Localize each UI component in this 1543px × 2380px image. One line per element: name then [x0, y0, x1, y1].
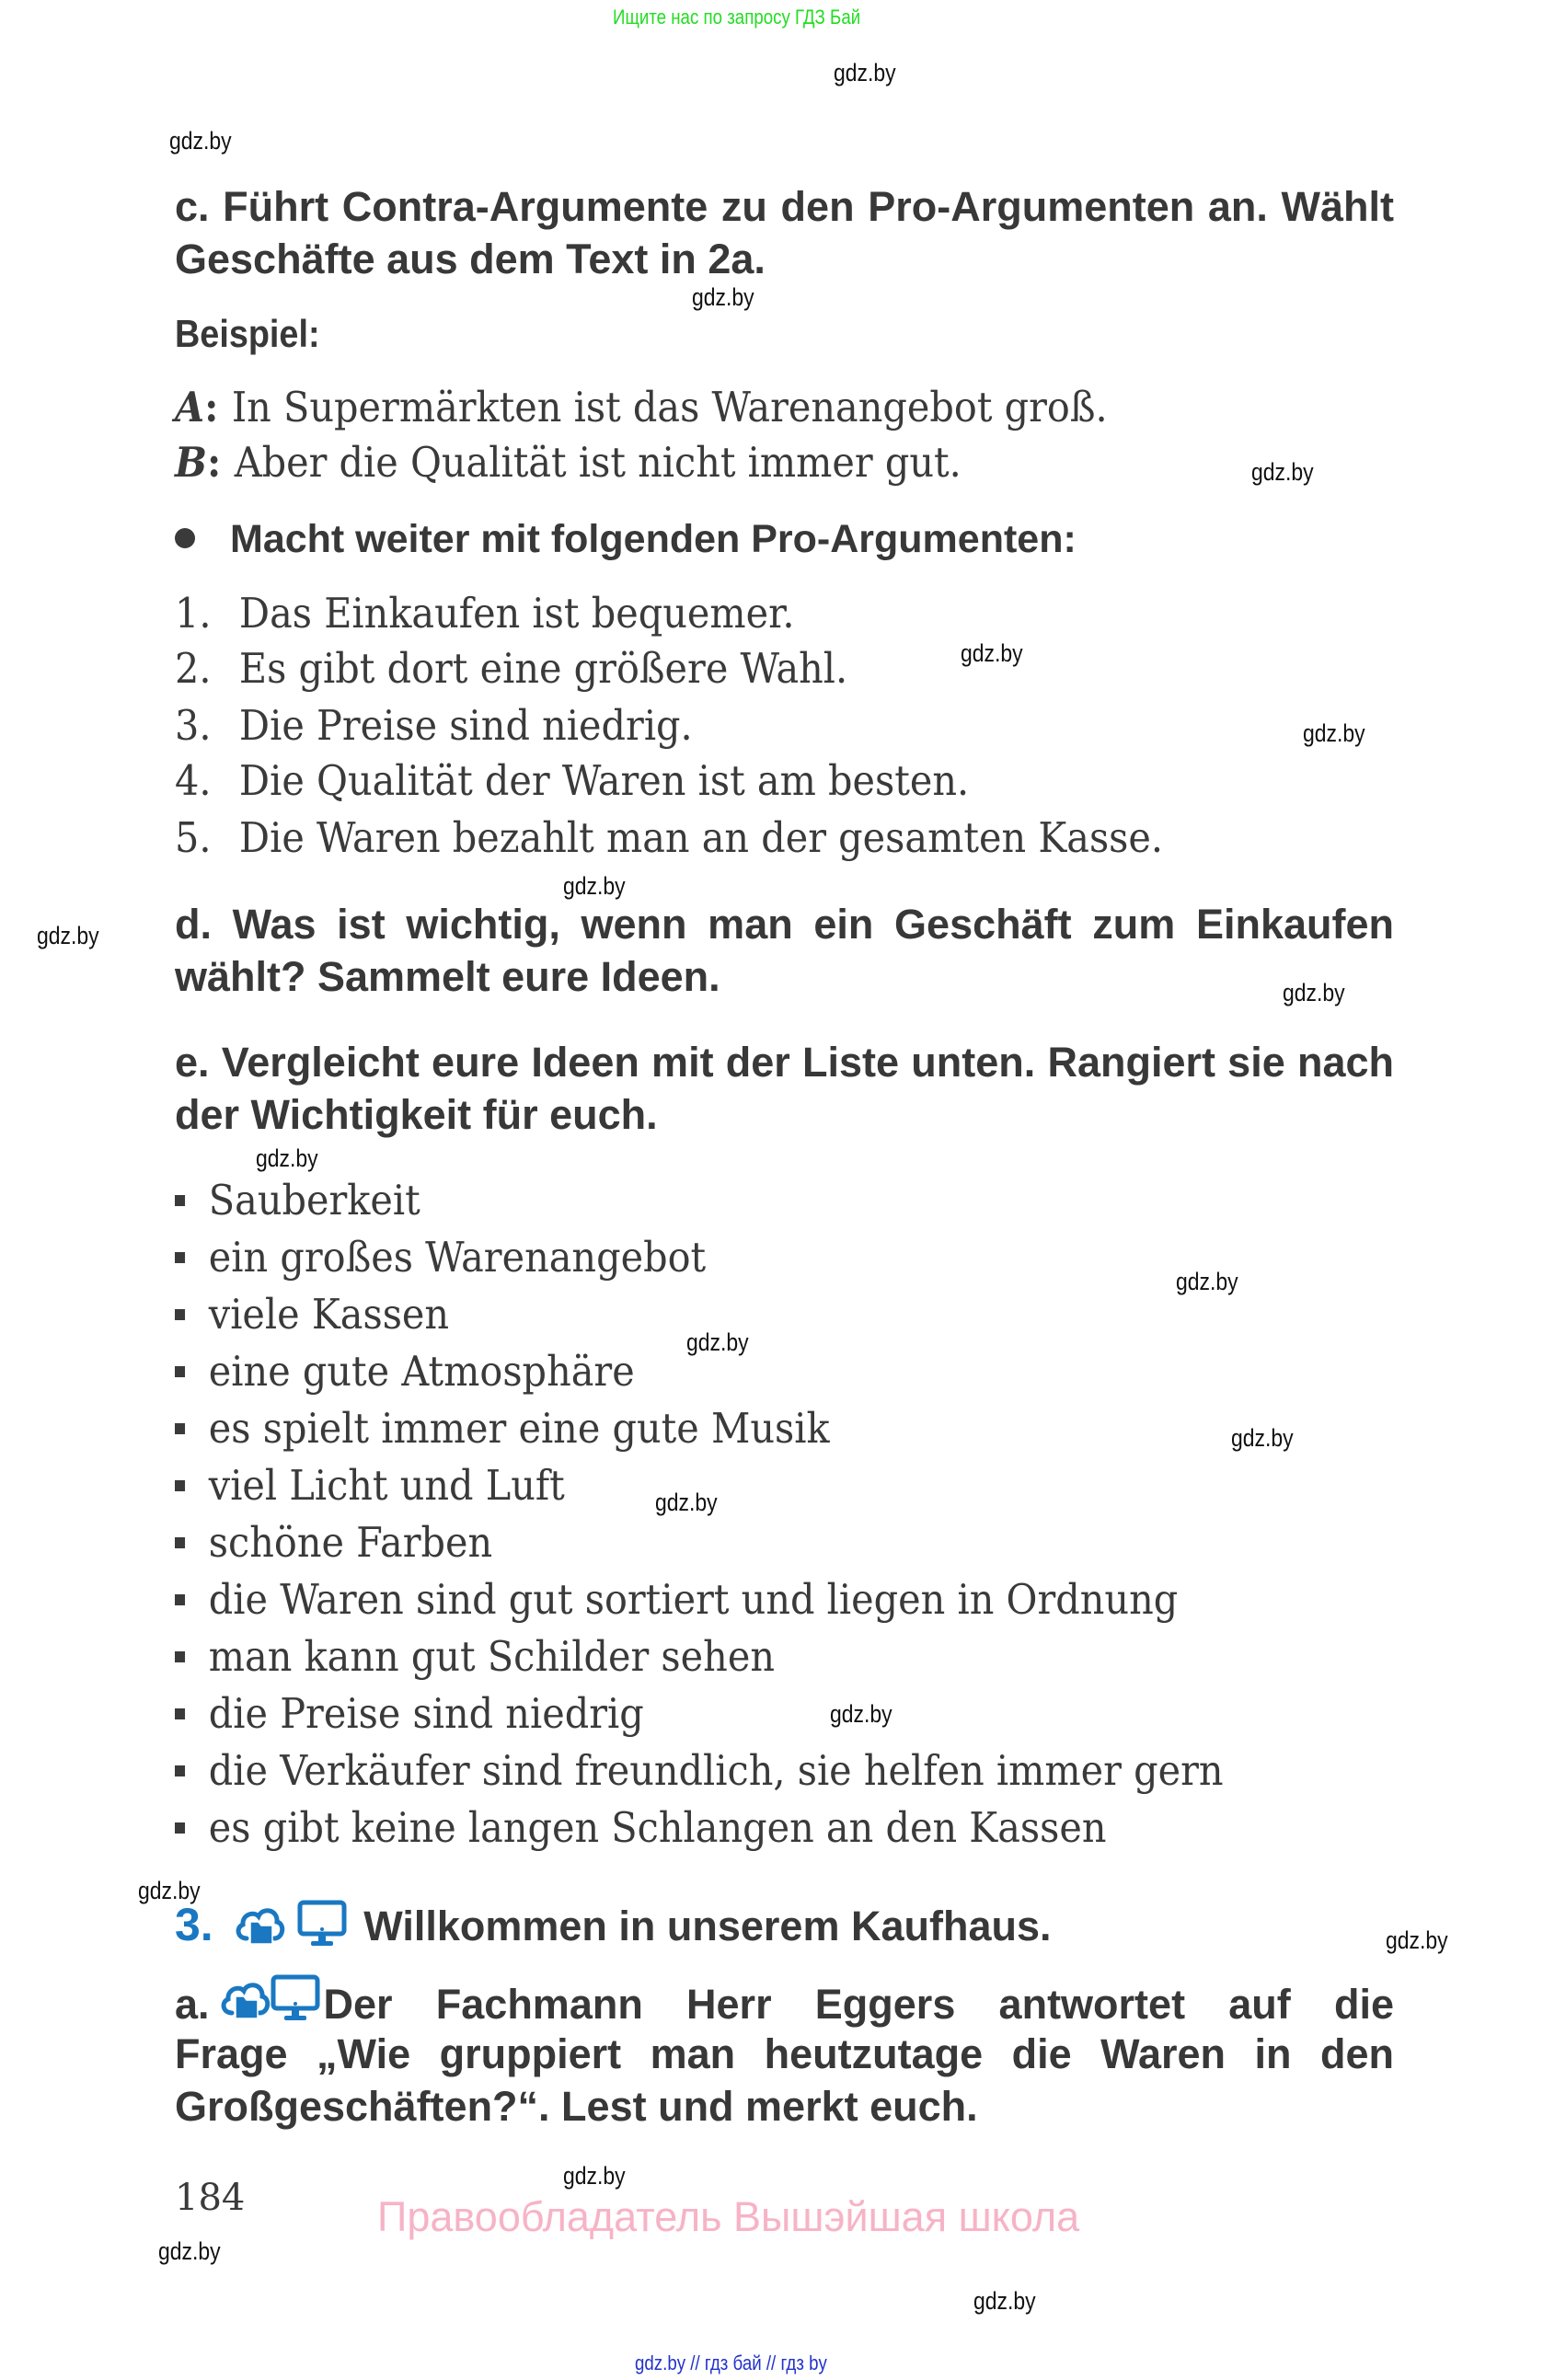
watermark: gdz.by — [1303, 719, 1365, 747]
watermark: gdz.by — [1283, 979, 1345, 1006]
square-bullet-icon — [175, 1423, 185, 1434]
watermark: gdz.by — [1386, 1926, 1448, 1954]
pro-argument-5: 5. Die Waren bezahlt man an der gesamten Kasse. — [175, 813, 1164, 862]
pro-argument-1: 1. Das Einkaufen ist bequemer. — [175, 589, 795, 638]
section-3-heading — [175, 1899, 1052, 1960]
square-bullet-icon — [175, 1708, 185, 1719]
watermark: gdz.by — [973, 2287, 1036, 2315]
task-3a-label: a. — [175, 1981, 210, 2028]
square-bullet-icon — [175, 1252, 185, 1263]
list-item: eine gute Atmosphäre — [175, 1347, 635, 1396]
search-hint: Ищите нас по запросу ГДЗ Бай — [613, 6, 861, 29]
continue-instruction: Macht weiter mit folgenden Pro-Argumenten: — [175, 513, 1077, 566]
pro-argument-4: 4. Die Qualität der Waren ist am besten. — [175, 756, 970, 805]
square-bullet-icon — [175, 1537, 185, 1548]
watermark: gdz.by — [692, 283, 754, 311]
square-bullet-icon — [175, 1822, 185, 1834]
list-item: ein großes Warenangebot — [175, 1233, 706, 1282]
computer-monitor-icon — [271, 1974, 320, 2034]
speaker-b: B — [175, 438, 208, 487]
square-bullet-icon — [175, 1309, 185, 1320]
watermark: gdz.by — [1251, 458, 1314, 486]
task-3a-text-start: Der Fachmann Herr Eggers antwortet auf die — [323, 1981, 1394, 2028]
list-item: die Waren sind gut sortiert und liegen in Ordnung — [175, 1575, 1178, 1624]
watermark: gdz.by — [138, 1877, 201, 1904]
watermark: gdz.by — [655, 1489, 718, 1516]
watermark: gdz.by — [1231, 1424, 1294, 1452]
list-item: Sauberkeit — [175, 1176, 420, 1224]
section-title: Willkommen in unserem Kaufhaus. — [363, 1903, 1052, 1949]
pro-argument-3: 3. Die Preise sind niedrig. — [175, 701, 693, 750]
watermark: gdz.by — [256, 1144, 318, 1172]
watermark: gdz.by — [961, 639, 1023, 667]
square-bullet-icon — [175, 1765, 185, 1776]
dialog-line-a: A: In Supermärkten ist das Warenangebot groß. — [175, 383, 1108, 431]
watermark: gdz.by — [1176, 1268, 1238, 1295]
square-bullet-icon — [175, 1651, 185, 1662]
list-item: die Verkäufer sind freundlich, sie helfen immer gern — [175, 1746, 1224, 1795]
list-item: man kann gut Schilder sehen — [175, 1632, 775, 1681]
square-bullet-icon — [175, 1480, 185, 1491]
square-bullet-icon — [175, 1594, 185, 1605]
watermark: gdz.by — [834, 59, 896, 86]
watermark: gdz.by — [830, 1700, 892, 1728]
footer-links[interactable]: gdz.by // гдз бай // гдз by — [635, 2351, 827, 2374]
watermark: gdz.by — [563, 2162, 626, 2190]
list-item: viel Licht und Luft — [175, 1461, 565, 1510]
square-bullet-icon — [175, 1366, 185, 1377]
watermark: gdz.by — [686, 1328, 749, 1356]
dialog-text-a: In Supermärkten ist das Warenangebot groß. — [231, 383, 1108, 431]
section-number: 3. — [175, 1899, 213, 1950]
dialog-text-b: Aber die Qualität ist nicht immer gut. — [234, 438, 961, 487]
computer-monitor-icon — [297, 1900, 347, 1960]
list-item: die Preise sind niedrig — [175, 1689, 644, 1738]
speaker-a: A — [175, 383, 205, 431]
list-item: es gibt keine langen Schlangen an den Kassen — [175, 1803, 1107, 1852]
page-number: 184 — [175, 2177, 246, 2219]
example-label: Beispiel: — [175, 312, 320, 355]
list-item: es spielt immer eine gute Musik — [175, 1404, 830, 1453]
copyright-holder: Правообладатель Вышэйшая школа — [377, 2193, 1080, 2240]
list-item: schöne Farben — [175, 1518, 492, 1567]
list-item: viele Kassen — [175, 1290, 449, 1339]
cloud-folder-icon — [219, 1976, 271, 2032]
watermark: gdz.by — [169, 127, 232, 155]
cloud-folder-icon — [234, 1902, 285, 1958]
square-bullet-icon — [175, 1195, 185, 1206]
task-d-instruction: d. Was ist wichtig, wenn man ein Geschäft zum Einkaufen wählt? Sammelt eure Ideen. — [175, 901, 1394, 1000]
watermark: gdz.by — [37, 922, 99, 949]
watermark: gdz.by — [563, 872, 626, 900]
watermark: gdz.by — [158, 2237, 221, 2265]
task-3a-line1 — [175, 1974, 1394, 2034]
bullet-icon — [175, 528, 195, 548]
dialog-line-b: B: Aber die Qualität ist nicht immer gut. — [175, 438, 961, 487]
task-c-instruction: c. Führt Contra-Argumente zu den Pro-Argumenten an. Wählt Geschäfte aus dem Text in 2a. — [175, 183, 1394, 282]
task-e-instruction: e. Vergleicht eure Ideen mit der Liste unten. Rangiert sie nach der Wichtigkeit für euch. — [175, 1039, 1394, 1138]
pro-argument-2: 2. Es gibt dort eine größere Wahl. — [175, 644, 848, 693]
task-3a-text-rest: Frage „Wie gruppiert man heutzutage die Waren in den Großgeschäften?“. Lest und merkt euch. — [175, 2030, 1394, 2130]
